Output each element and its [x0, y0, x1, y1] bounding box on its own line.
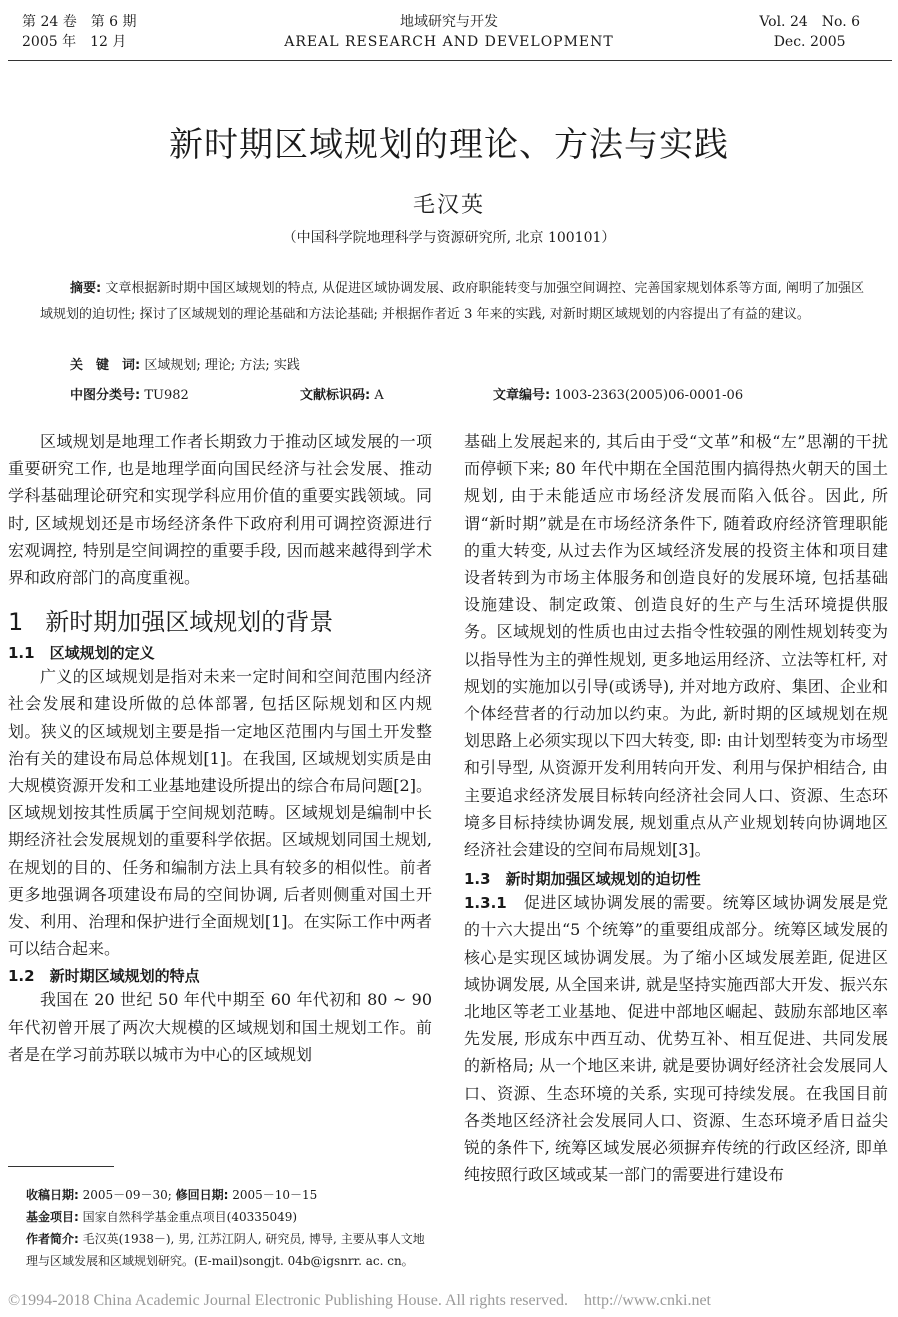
fund-value: 国家自然科学基金重点项目(40335049)	[82, 1210, 298, 1224]
doc-code	[300, 386, 384, 406]
section-1-3-1-paragraph	[464, 889, 888, 1188]
author-bio-line	[26, 1228, 426, 1272]
article-number-label: 文章编号:	[493, 388, 551, 403]
received-date-line	[26, 1184, 426, 1206]
affiliation: （中国科学院地理科学与资源研究所, 北京 100101）	[282, 230, 616, 246]
right-column	[464, 428, 888, 1188]
clc-label: 中图分类号:	[70, 388, 141, 403]
author-bio-label: 作者简介:	[26, 1232, 79, 1246]
doc-code-label: 文献标识码:	[300, 388, 371, 403]
clc-number	[70, 386, 189, 406]
section-1-title: 新时期加强区域规划的背景	[45, 608, 334, 637]
header-rule	[8, 60, 892, 61]
section-1-3-1-text: 促进区域协调发展的需要。统筹区域协调发展是党的十六大提出“5 个统筹”的重要组成部分。统筹区域发展的核心是实现区域协调发展。为了缩小区域发展差距, 促进区域协调发展, 从全国来讲, 就是坚持实施西部大开发、振兴东北地区等老工业基地、促进中部地区崛起、鼓励东部地区率先发展, 形成东中西互动、优势互补、相互促进、共同发展的新格局; 从一个地区来讲, 就是要协调好经济社会发展同人口、资源、生态环境的关系, 实现可持续发展。在我国目前各类地区经济社会发展同人口、资源、生态环境矛盾日益尖锐的条件下, 统筹区域发展必须摒弃传统的行政区经济, 即单纯按照行政区域或某一部门的需要进行建设布	[464, 893, 888, 1185]
article-number	[493, 386, 743, 406]
revised-label: 修回日期:	[175, 1188, 229, 1202]
keywords	[70, 356, 300, 376]
volume-cn: 第 24 卷 第 6 期	[22, 14, 137, 30]
section-1-3-1-number: 1.3.1	[464, 894, 507, 913]
fund-line	[26, 1206, 426, 1228]
article-number-value: 1003-2363(2005)06-0001-06	[554, 388, 744, 403]
continued-paragraph: 基础上发展起来的, 其后由于受“文革”和极“左”思潮的干扰而停顿下来; 80 年代中期在全国范围内搞得热火朝天的国土规划, 由于未能适应市场经济发展而陷入低谷。因此, 所谓“新时期”就是在市场经济条件下, 随着政府经济管理职能的重大转变, 从过去作为区域经济发展的投资主体和项目建设者转到为市场主体服务和创造良好的发展环境, 包括基础设施建设、制定政策、创造良好的生产与生活环境提供服务。区域规划的性质也由过去指令性较强的刚性规划转变为以指导性为主的弹性规划, 更多地运用经济、立法等杠杆, 对规划的实施加以引导(或诱导), 并对地方政府、集团、企业和个体经营者的行动加以约束。为此, 新时期的区域规划在规划思路上必须实现以下四大转变, 即: 由计划型转变为市场型和引导型, 从资源开发利用转向开发、利用与保护相结合, 由主要追求经济发展目标转向经济社会同人口、资源、生态环境多目标持续协调发展, 规划重点从产业规划转向协调地区经济社会建设的空间布局规划[3]。	[464, 432, 888, 860]
journal-name-cn: 地域研究与开发	[400, 14, 498, 30]
fund-label: 基金项目:	[26, 1210, 79, 1224]
doc-code-value: A	[374, 388, 384, 403]
author-name: 毛汉英	[412, 193, 485, 218]
revised-value: 2005－10－15	[232, 1188, 318, 1202]
section-1-1-heading: 1.1 区域规划的定义	[8, 644, 155, 663]
author-bio-value: 毛汉英(1938－), 男, 江苏江阴人, 研究员, 博导, 主要从事人文地理与区域发展和区域规划研究。(E-mail)songjt. 04b@igsnrr. ac. cn。	[26, 1232, 425, 1268]
left-column	[8, 428, 432, 1068]
section-1-2-heading: 1.2 新时期区域规划的特点	[8, 967, 200, 986]
received-label: 收稿日期:	[26, 1188, 79, 1202]
clc-value: TU982	[144, 388, 189, 403]
keywords-label: 关 键 词:	[70, 358, 141, 373]
keywords-text: 区域规划; 理论; 方法; 实践	[144, 358, 300, 373]
footnotes	[26, 1184, 426, 1272]
characteristics-paragraph: 我国在 20 世纪 50 年代中期至 60 年代初和 80 ~ 90 年代初曾开展了两次大规模的区域规划和国土规划工作。前者是在学习前苏联以城市为中心的区域规划	[8, 990, 432, 1064]
section-1-3-heading: 1.3 新时期加强区域规划的迫切性	[464, 870, 701, 889]
volume-en: Vol. 24 No. 6	[759, 14, 860, 30]
footnote-rule	[8, 1166, 114, 1167]
abstract-label: 摘要:	[70, 281, 102, 296]
abstract	[40, 276, 864, 328]
journal-name-en: AREAL RESEARCH AND DEVELOPMENT	[284, 34, 614, 50]
section-1-heading	[8, 605, 432, 639]
intro-paragraph: 区域规划是地理工作者长期致力于推动区域发展的一项重要研究工作, 也是地理学面向国民经济与社会发展、推动学科基础理论研究和实现学科应用价值的重要实践领域。同时, 区域规划还是市场经济条件下政府利用可调控资源进行宏观调控, 特别是空间调控的重要手段, 因而越来越得到学术界和政府部门的高度重视。	[8, 432, 432, 588]
volume-issue-en	[759, 12, 860, 52]
copyright-watermark: ©1994-2018 China Academic Journal Electronic Publishing House. All rights reserved. http://www.cnki.net	[8, 1292, 711, 1309]
received-value: 2005－09－30;	[82, 1188, 172, 1202]
date-cn: 2005 年 12 月	[22, 34, 127, 50]
section-1-number: 1	[8, 608, 24, 637]
paper-title: 新时期区域规划的理论、方法与实践	[169, 125, 729, 165]
date-en: Dec. 2005	[773, 34, 846, 50]
definition-paragraph: 广义的区域规划是指对未来一定时间和空间范围内经济社会发展和建设所做的总体部署, 包括区际规划和区内规划。狭义的区域规划主要是指一定地区范围内与国土开发整治有关的建设布局总体规划[1]。在我国, 区域规划实质是由大规模资源开发和工业基地建设所提出的综合布局问题[2]。区域规划按其性质属于空间规划范畴。区域规划是编制中长期经济社会发展规划的重要科学依据。区域规划同国土规划, 在规划的目的、任务和编制方法上具有较多的相似性。前者更多地强调各项建设布局的空间协调, 后者则侧重对国土开发、利用、治理和保护进行全面规划[1]。在实际工作中两者可以结合起来。	[8, 667, 432, 959]
abstract-text: 文章根据新时期中国区域规划的特点, 从促进区域协调发展、政府职能转变与加强空间调控、完善国家规划体系等方面, 阐明了加强区域规划的迫切性; 探讨了区域规划的理论基础和方法论基础; 并根据作者近 3 年来的实践, 对新时期区域规划的内容提出了有益的建议。	[40, 281, 865, 322]
